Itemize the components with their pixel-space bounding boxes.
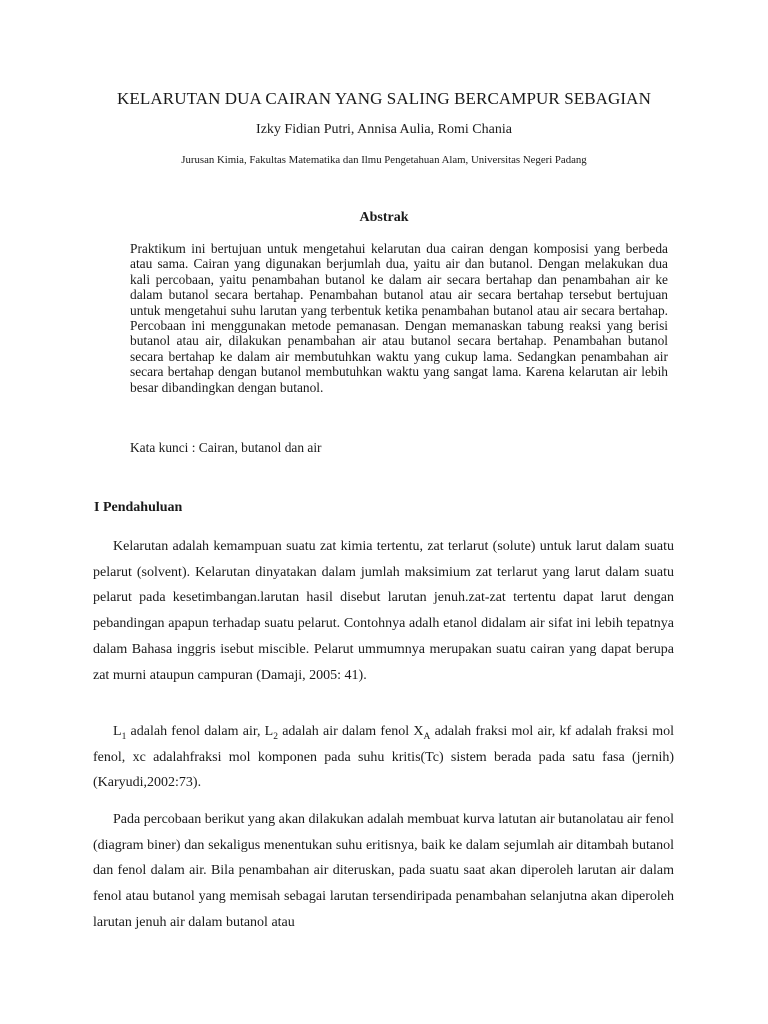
body-paragraph-2 xyxy=(93,719,674,796)
body-paragraph-1: Kelarutan adalah kemampuan suatu zat kimia tertentu, zat terlarut (solute) untuk larut dalam suatu pelarut (solvent). Kelarutan dinyatakan dalam jumlah maksimium zat terlarut yang larut dalam suatu pelarut pada kesetimbangan.larutan hasil disebut larutan jenuh.zat-zat tertentu dapat larut dengan pebandingan apapun terhadap suatu pelarut. Contohnya adalh etanol didalam air sifat ini lebih tepatnya dalam Bahasa inggris isebut miscible. Pelarut ummumnya merupakan suatu cairan yang dapat berupa zat murni ataupun campuran (Damaji, 2005: 41). xyxy=(93,539,674,683)
subscript-2: 2 xyxy=(273,731,278,742)
body-paragraph-3: Pada percobaan berikut yang akan dilakukan adalah membuat kurva latutan air butanolatau air fenol (diagram biner) dan sekaligus menentukan suhu eritisnya, baik ke dalam sejumlah air ditambah butanol dan fenol dalam air. Bila penambahan air diteruskan, pada suatu saat akan diperoleh larutan air dalam fenol atau butanol yang memisah sebagai larutan tersendiripada penambahan selanjutna akan diperoleh larutan jenuh air dalam butanol atau xyxy=(93,812,674,930)
abstract-text: Praktikum ini bertujuan untuk mengetahui kelarutan dua cairan dengan komposisi yang berbeda atau sama. Cairan yang digunakan berjumlah dua, yaitu air dan butanol. Dengan melakukan dua kali percobaan, yaitu penambahan butanol ke dalam air secara bertahap dan penambahan air ke dalam butanol secara bertahap. Penambahan butanol atau air secara bertahap tersebut bertujuan untuk mengetahui suhu larutan yang terbentuk ketika penambahan butanol atau air secara bertahap. Percobaan ini menggunakan metode pemanasan. Dengan memanaskan tabung reaksi yang berisi butanol atau air, dilakukan penambahan air atau butanol secara bertahap. Penambahan butanol secara bertahap ke dalam air membutuhkan waktu yang cukup lama. Sedangkan penambahan air secara bertahap dengan butanol membutuhkan waktu yang sangat lama. Karena kelarutan air lebih besar dibandingkan dengan butanol. xyxy=(130,241,668,395)
symbol-l: L xyxy=(113,724,122,739)
section-heading: I Pendahuluan xyxy=(94,500,183,515)
paper-title: KELARUTAN DUA CAIRAN YANG SALING BERCAMPUR SEBAGIAN xyxy=(117,89,651,108)
paragraph-text-b: adalah air dalam fenol X xyxy=(277,724,424,739)
paper-authors: Izky Fidian Putri, Annisa Aulia, Romi Chania xyxy=(256,122,512,137)
paragraph-text-c: adalah fraksi mol air, kf adalah fraksi mol fenol, xc adalahfraksi mol komponen pada suhu kritis(Tc) sistem berada pada satu fasa (jernih) (Karyudi,2002:73). xyxy=(93,724,674,791)
subscript-a: A xyxy=(423,731,431,742)
abstract-heading: Abstrak xyxy=(359,210,409,225)
paper-affiliation: Jurusan Kimia, Fakultas Matematika dan Ilmu Pengetahuan Alam, Universitas Negeri Padang xyxy=(181,154,587,166)
subscript-1: 1 xyxy=(121,731,127,742)
paragraph-text-a: adalah fenol dalam air, L xyxy=(126,724,274,739)
abstract-keywords: Kata kunci : Cairan, butanol dan air xyxy=(130,440,322,455)
